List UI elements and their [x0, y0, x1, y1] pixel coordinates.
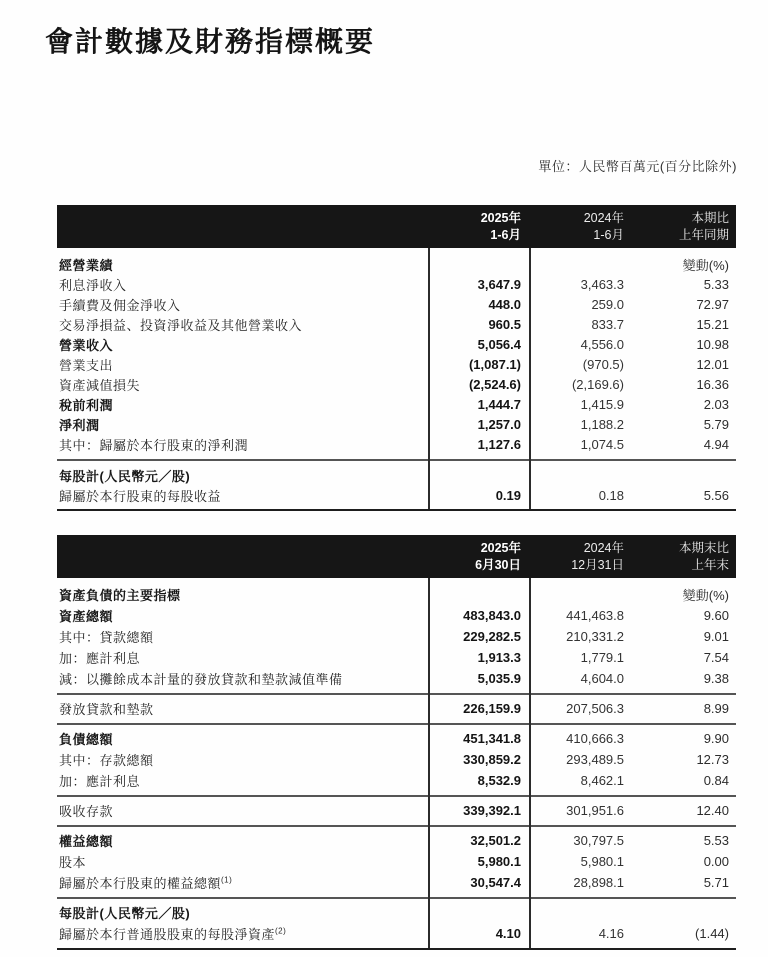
table-row	[57, 465, 736, 485]
row-label-text: 權益總額	[59, 834, 114, 849]
row-label-text: 其中：歸屬於本行股東的淨利潤	[59, 437, 249, 453]
value-2024: 1,415.9	[580, 396, 624, 412]
value-2025: 30,547.4	[470, 875, 521, 890]
value-2024: 210,331.2	[566, 629, 624, 644]
header-col-change-line2: 上年末	[691, 557, 729, 572]
header-col-change	[628, 210, 736, 243]
value-2024: 5,980.1	[580, 854, 624, 869]
value-change: 8.99	[703, 701, 729, 716]
row-label-text: 營業支出	[59, 357, 114, 373]
row-label-text: 歸屬於本行股東的權益總額	[59, 876, 222, 891]
value-2025: 330,859.2	[463, 752, 521, 767]
value-2024: 410,666.3	[566, 731, 624, 746]
value-2025: 339,392.1	[463, 803, 521, 818]
header-col-2025-period: 1-6月	[490, 227, 521, 242]
row-label	[57, 648, 428, 667]
value-2024: 833.7	[591, 316, 624, 332]
value-2024: (2,169.6)	[571, 376, 624, 392]
row-label-text: 資產減值損失	[59, 377, 141, 393]
table-row	[57, 485, 736, 505]
row-label-text: 每股計(人民幣元／股)	[59, 468, 191, 484]
row-label-text: 吸收存款	[59, 804, 114, 819]
header-col-2025	[428, 210, 529, 243]
value-2025: 1,913.3	[477, 650, 521, 665]
header-col-change	[628, 540, 736, 573]
value-2025: 5,035.9	[477, 671, 521, 686]
value-change: 15.21	[696, 316, 729, 332]
value-2024: 301,951.6	[566, 803, 624, 818]
row-label	[57, 729, 428, 748]
header-col-2025	[428, 540, 529, 573]
column-separator-line	[428, 578, 430, 948]
row-label	[57, 852, 428, 871]
value-2025: (1,087.1)	[468, 356, 521, 372]
row-label-text: 其中：貸款總額	[59, 630, 154, 645]
value-change: 變動(%)	[682, 257, 729, 273]
column-separator-line	[529, 578, 531, 948]
value-change: 7.54	[703, 650, 729, 665]
value-2025: 3,647.9	[477, 276, 521, 292]
header-col-change-line1: 本期比	[691, 211, 729, 225]
value-change: 2.03	[703, 396, 729, 412]
row-label-text: 歸屬於本行股東的每股收益	[59, 488, 222, 504]
header-col-2025-date: 6月30日	[475, 557, 521, 572]
table-row	[57, 800, 736, 821]
table-row	[57, 414, 736, 434]
value-2024: 4,556.0	[580, 336, 624, 352]
value-2025: 32,501.2	[470, 833, 521, 848]
row-label-text: 交易淨損益、投資淨收益及其他營業收入	[59, 317, 303, 333]
value-change: (1.44)	[695, 926, 729, 941]
row-label	[57, 466, 428, 485]
value-2025: 960.5	[488, 316, 521, 332]
header-col-2024	[529, 210, 628, 243]
value-change: 0.00	[703, 854, 729, 869]
row-label	[57, 801, 428, 820]
value-2024: (970.5)	[582, 356, 624, 372]
row-label-text: 負債總額	[59, 732, 114, 747]
page-title: 會計數據及財務指標概要	[45, 26, 376, 57]
balance-sheet-table	[57, 535, 736, 950]
table-row	[57, 830, 736, 851]
value-2024: 28,898.1	[573, 875, 624, 890]
row-label	[57, 873, 428, 892]
value-change: 9.01	[703, 629, 729, 644]
table-row	[57, 605, 736, 626]
header-col-2024-period: 1-6月	[593, 227, 624, 242]
row-label-text: 資產總額	[59, 609, 114, 624]
table-header	[57, 535, 736, 578]
table-row	[57, 749, 736, 770]
value-2024: 293,489.5	[566, 752, 624, 767]
value-2025: 5,056.4	[477, 336, 521, 352]
row-label	[57, 375, 428, 394]
section-divider	[57, 897, 736, 899]
value-2024: 1,074.5	[580, 436, 624, 452]
value-2025: 4.10	[495, 926, 521, 941]
value-change: 5.56	[703, 487, 729, 503]
row-label	[57, 831, 428, 850]
row-label	[57, 903, 428, 922]
header-col-2025-year: 2025年	[480, 211, 521, 225]
value-2024: 3,463.3	[580, 276, 624, 292]
table-row	[57, 770, 736, 791]
value-change: 12.01	[696, 356, 729, 372]
section-divider	[57, 459, 736, 461]
table-row	[57, 902, 736, 923]
value-change: 12.40	[696, 803, 729, 818]
footnote-marker: (1)	[221, 875, 233, 885]
section-divider	[57, 693, 736, 695]
row-label-text: 加：應計利息	[59, 651, 141, 666]
row-label-text: 加：應計利息	[59, 774, 141, 789]
value-2025: 451,341.8	[463, 731, 521, 746]
row-label	[57, 669, 428, 688]
header-col-2024-year: 2024年	[583, 211, 624, 225]
row-label	[57, 750, 428, 769]
value-change: 5.79	[703, 416, 729, 432]
value-2024: 1,188.2	[580, 416, 624, 432]
table-row	[57, 584, 736, 605]
value-2025: 1,127.6	[477, 436, 521, 452]
value-change: 16.36	[696, 376, 729, 392]
row-label	[57, 255, 428, 274]
value-change: 72.97	[696, 296, 729, 312]
table-row	[57, 923, 736, 944]
row-label	[57, 275, 428, 294]
operating-results-table	[57, 205, 736, 511]
value-2024: 4,604.0	[580, 671, 624, 686]
value-2024: 0.18	[598, 487, 624, 503]
row-label	[57, 585, 428, 604]
header-col-change-line1: 本期末比	[678, 541, 729, 555]
row-label	[57, 295, 428, 314]
row-label-text: 利息淨收入	[59, 277, 127, 293]
table-body	[57, 248, 736, 511]
table-row	[57, 354, 736, 374]
table-row	[57, 647, 736, 668]
row-label-text: 減：以攤餘成本計量的發放貸款和墊款減值準備	[59, 672, 343, 687]
section-divider	[57, 723, 736, 725]
header-col-2025-year: 2025年	[480, 541, 521, 555]
value-2025: 483,843.0	[463, 608, 521, 623]
value-change: 變動(%)	[682, 588, 729, 603]
table-row	[57, 851, 736, 872]
section-divider	[57, 795, 736, 797]
table-row	[57, 374, 736, 394]
header-col-2024-date: 12月31日	[571, 557, 624, 572]
value-2024: 30,797.5	[573, 833, 624, 848]
table-row	[57, 872, 736, 893]
table-row	[57, 434, 736, 454]
row-label	[57, 395, 428, 414]
row-label	[57, 415, 428, 434]
value-2024: 8,462.1	[580, 773, 624, 788]
value-2024: 1,779.1	[580, 650, 624, 665]
value-2024: 259.0	[591, 296, 624, 312]
header-col-2024-year: 2024年	[583, 541, 624, 555]
value-2024: 441,463.8	[566, 608, 624, 623]
table-row	[57, 394, 736, 414]
value-2024: 4.16	[598, 926, 624, 941]
table-row	[57, 728, 736, 749]
row-label	[57, 627, 428, 646]
value-2025: 0.19	[495, 487, 521, 503]
row-label	[57, 699, 428, 718]
table-row	[57, 314, 736, 334]
column-separator-line	[428, 248, 430, 509]
value-change: 9.60	[703, 608, 729, 623]
row-label-text: 手續費及佣金淨收入	[59, 297, 181, 313]
value-2024: 207,506.3	[566, 701, 624, 716]
table-row	[57, 294, 736, 314]
value-2025: 448.0	[488, 296, 521, 312]
table-header	[57, 205, 736, 248]
table-row	[57, 698, 736, 719]
value-change: 5.71	[703, 875, 729, 890]
row-label	[57, 924, 428, 943]
row-label-text: 淨利潤	[59, 417, 100, 433]
row-label	[57, 606, 428, 625]
column-separator-line	[529, 248, 531, 509]
row-label	[57, 435, 428, 454]
footnote-marker: (2)	[275, 926, 287, 936]
header-col-change-line2: 上年同期	[678, 227, 729, 242]
value-2025: (2,524.6)	[468, 376, 521, 392]
row-label-text: 營業收入	[59, 337, 114, 353]
value-change: 5.53	[703, 833, 729, 848]
unit-note: 單位：人民幣百萬元(百分比除外)	[538, 159, 737, 174]
value-change: 9.38	[703, 671, 729, 686]
row-label-text: 每股計(人民幣元／股)	[59, 906, 191, 921]
value-change: 9.90	[703, 731, 729, 746]
value-2025: 5,980.1	[477, 854, 521, 869]
row-label	[57, 355, 428, 374]
value-change: 12.73	[696, 752, 729, 767]
value-2025: 1,257.0	[477, 416, 521, 432]
table-row	[57, 668, 736, 689]
value-change: 10.98	[696, 336, 729, 352]
table-body	[57, 578, 736, 950]
table-row	[57, 274, 736, 294]
value-change: 4.94	[703, 436, 729, 452]
row-label-text: 股本	[59, 855, 87, 870]
row-label-text: 其中：存款總額	[59, 753, 154, 768]
row-label-text: 發放貸款和墊款	[59, 702, 154, 717]
row-label	[57, 486, 428, 505]
section-divider	[57, 825, 736, 827]
value-2025: 229,282.5	[463, 629, 521, 644]
row-label-text: 歸屬於本行普通股股東的每股淨資產	[59, 927, 276, 942]
value-2025: 1,444.7	[477, 396, 521, 412]
value-2025: 226,159.9	[463, 701, 521, 716]
row-label-text: 稅前利潤	[59, 397, 114, 413]
row-label-text: 經營業績	[59, 257, 114, 273]
row-label	[57, 315, 428, 334]
value-change: 0.84	[703, 773, 729, 788]
table-row	[57, 334, 736, 354]
table-row	[57, 254, 736, 274]
row-label	[57, 335, 428, 354]
row-label	[57, 771, 428, 790]
value-change: 5.33	[703, 276, 729, 292]
row-label-text: 資產負債的主要指標	[59, 588, 181, 603]
value-2025: 8,532.9	[477, 773, 521, 788]
header-col-2024	[529, 540, 628, 573]
table-row	[57, 626, 736, 647]
